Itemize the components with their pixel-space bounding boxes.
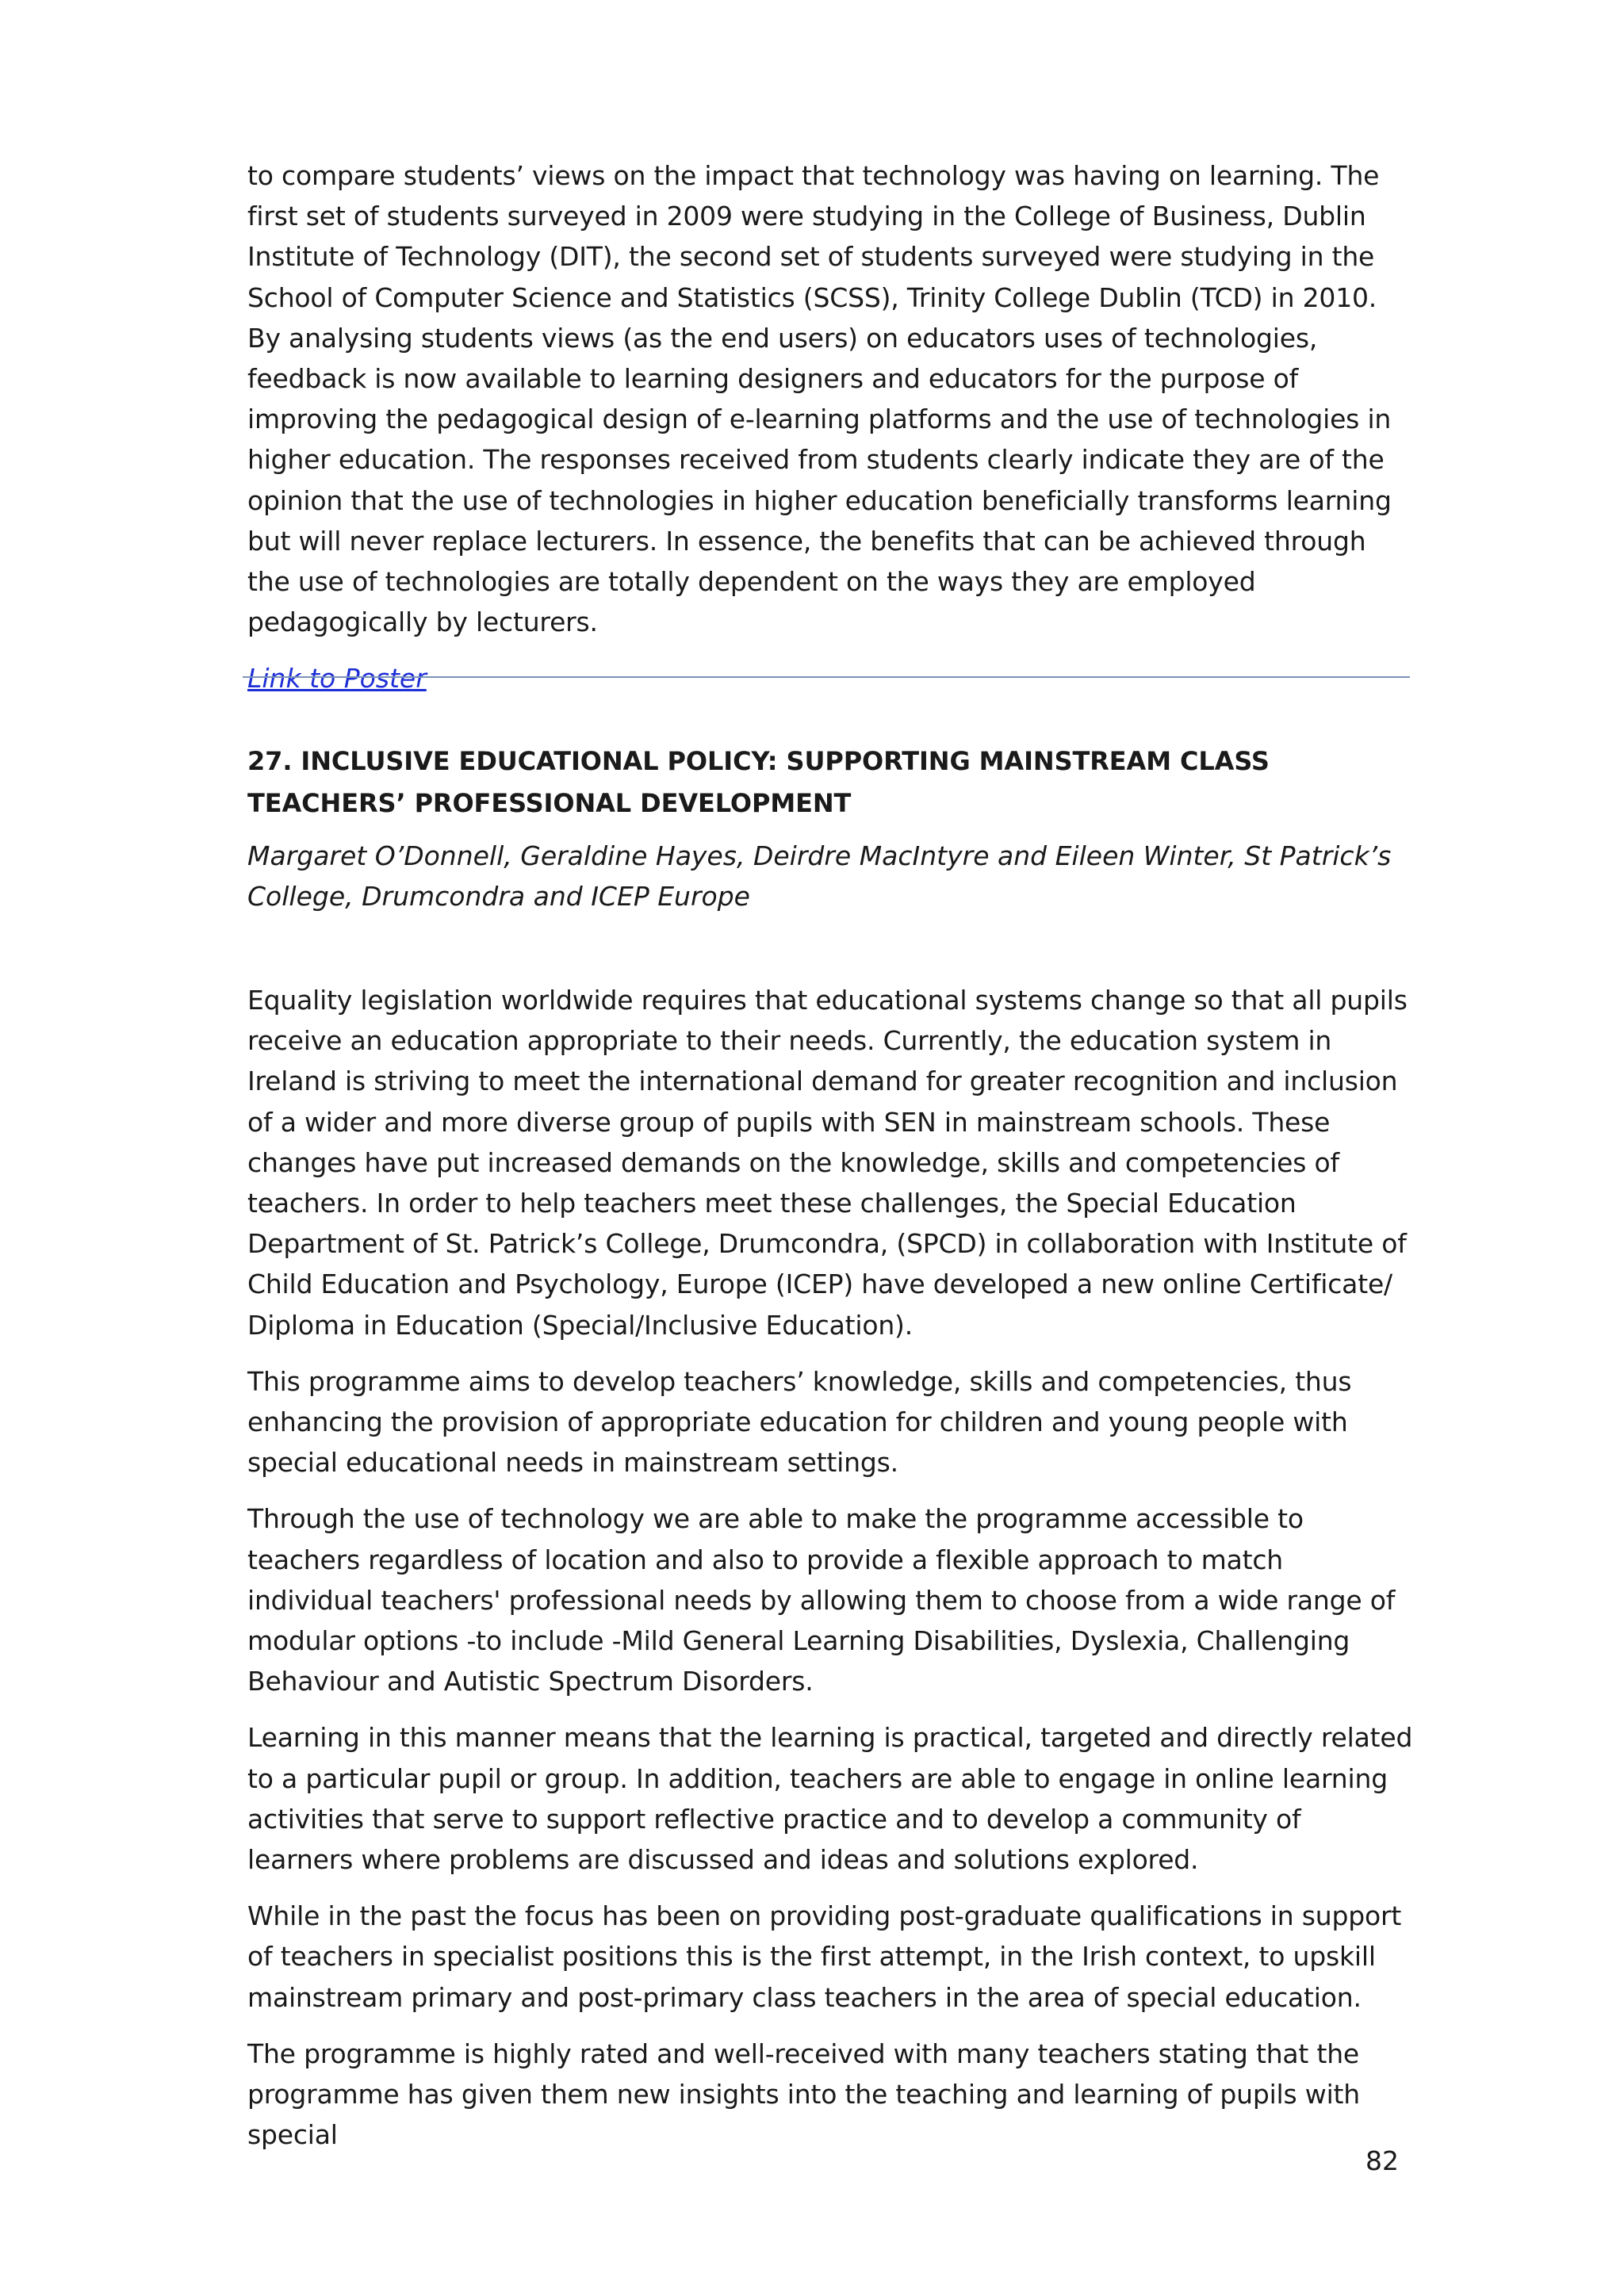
body-paragraph: This programme aims to develop teachers’ knowledge, skills and competencies, thus enhancing the provision of appropriate education for children and young people with special educational needs in mainstream settings. (247, 1365, 1352, 1479)
intro-paragraph: to compare students’ views on the impact that technology was having on learning. The first set of students surveyed in 2009 were studying in the College of Business, Dublin Institute of Technology (DIT), the second set of students surveyed were studying in the School of Computer Science and Statistics (SCSS), Trinity College Dublin (TCD) in 2010. By analysing students views (as the end users) on educators uses of technologies, feedback is now available to learning designers and educators for the purpose of improving the pedagogical design of e-learning platforms and the use of technologies in higher education. The responses received from students clearly indicate they are of the opinion that the use of technologies in higher education beneficially transforms learning but will never replace lecturers. In essence, the benefits that can be achieved through the use of technologies are totally dependent on the ways they are employed pedagogically by lecturers. (247, 160, 1392, 638)
section-divider (243, 676, 1410, 678)
body-paragraph: The programme is highly rated and well-received with many teachers stating that the programme has given them new insights into the teaching and learning of pupils with special (247, 2038, 1361, 2151)
section-authors: Margaret O’Donnell, Geraldine Hayes, Deirdre MacIntyre and Eileen Winter, St Patrick’s College, Drumcondra and ICEP Europe (247, 840, 1392, 912)
body-paragraph: While in the past the focus has been on providing post-graduate qualifications in support of teachers in specialist positions this is the first attempt, in the Irish context, to upskill mainstream primary and post-primary class teachers in the area of special education. (247, 1900, 1402, 2013)
page-number: 82 (1365, 2145, 1399, 2176)
body-paragraph: Equality legislation worldwide requires that educational systems change so that all pupils receive an education appropriate to their needs. Currently, the education system in Ireland is striving to meet the international demand for greater recognition and inclusion of a wider and more diverse group of pupils with SEN in mainstream schools. These changes have put increased demands on the knowledge, skills and competencies of teachers. In order to help teachers meet these challenges, the Special Education Department of St. Patrick’s College, Drumcondra, (SPCD) in collaboration with Institute of Child Education and Psychology, Europe (ICEP) have developed a new online Certificate/ Diploma in Education (Special/Inclusive Education). (247, 985, 1408, 1341)
top-section (247, 155, 1408, 698)
body-paragraph: Learning in this manner means that the learning is practical, targeted and directly related to a particular pupil or group. In addition, teachers are able to engage in online learning activities that serve to support reflective practice and to develop a community of learners where problems are discussed and ideas and solutions explored. (247, 1722, 1413, 1876)
poster-link[interactable]: Link to Poster (247, 663, 427, 695)
body-paragraph: Through the use of technology we are able to make the programme accessible to teachers regardless of location and also to provide a flexible approach to match individual teachers' professional needs by allowing them to choose from a wide range of modular options -to include -Mild General Learning Disabilities, Dyslexia, Challenging Behaviour and Autistic Spectrum Disorders. (247, 1503, 1396, 1697)
section-heading: 27. INCLUSIVE EDUCATIONAL POLICY: SUPPORTING MAINSTREAM CLASS TEACHERS’ PROFESSIONAL DEVELOPMENT (247, 746, 1270, 818)
section-body (247, 980, 1413, 2171)
